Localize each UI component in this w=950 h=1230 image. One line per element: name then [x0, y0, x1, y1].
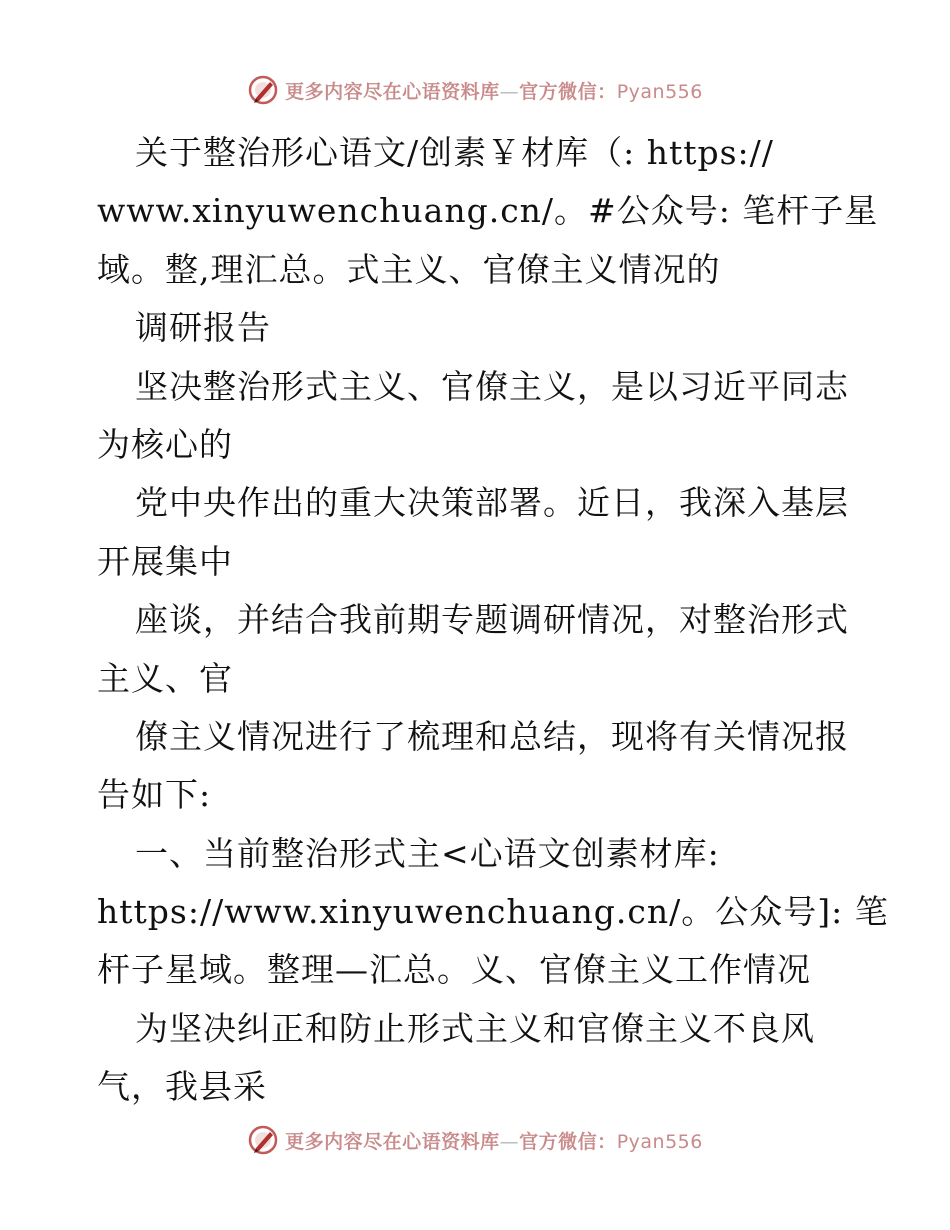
- document-body: [97, 124, 889, 1117]
- text-line: 座谈，并结合我前期专题调研情况，对整治形式: [135, 600, 849, 640]
- banner-site-text: 更多内容尽在心语资料库: [285, 1130, 500, 1153]
- banner-wechat-id: Pyan556: [616, 1130, 703, 1153]
- text-line: 一、当前整治形式主<心语文创素材库:: [135, 833, 720, 873]
- banner-dash: —: [499, 1130, 520, 1153]
- text-line: 气，我县采: [97, 1067, 267, 1107]
- text-line: https://www.xinyuwenchuang.cn/。公众号]: 笔: [97, 892, 889, 932]
- header-banner: [0, 70, 950, 110]
- text-line: www.xinyuwenchuang.cn/。#公众号: 笔杆子星: [97, 191, 879, 231]
- banner-site-text: 更多内容尽在心语资料库: [285, 80, 500, 103]
- footer-banner: [0, 1120, 950, 1160]
- text-line: 坚决整治形式主义、官僚主义，是以习近平同志: [135, 366, 849, 406]
- text-line: 域。整,理汇总。式主义、官僚主义情况的: [97, 249, 721, 289]
- text-line: 杆子星域。整理—汇总。义、官僚主义工作情况: [97, 950, 811, 990]
- banner-wechat-label: 官方微信：: [519, 80, 617, 103]
- text-line: 关于整治形心语文/创素￥材库（: https://: [135, 133, 774, 172]
- text-line: 告如下:: [97, 775, 212, 815]
- banner-dash: —: [499, 80, 520, 103]
- pen-logo-icon: [247, 74, 279, 106]
- text-line: 调研报告: [135, 308, 271, 348]
- text-line: 为坚决纠正和防止形式主义和官僚主义不良风: [135, 1008, 815, 1048]
- banner-wechat-id: Pyan556: [616, 80, 703, 103]
- text-line: 党中央作出的重大决策部署。近日，我深入基层: [135, 483, 849, 523]
- text-line: 主义、官: [97, 658, 233, 698]
- pen-logo-icon: [247, 1124, 279, 1156]
- text-line: 僚主义情况进行了梳理和总结，现将有关情况报: [135, 716, 849, 756]
- banner-wechat-label: 官方微信：: [519, 1130, 617, 1153]
- text-line: 为核心的: [97, 424, 233, 464]
- text-line: 开展集中: [97, 541, 233, 581]
